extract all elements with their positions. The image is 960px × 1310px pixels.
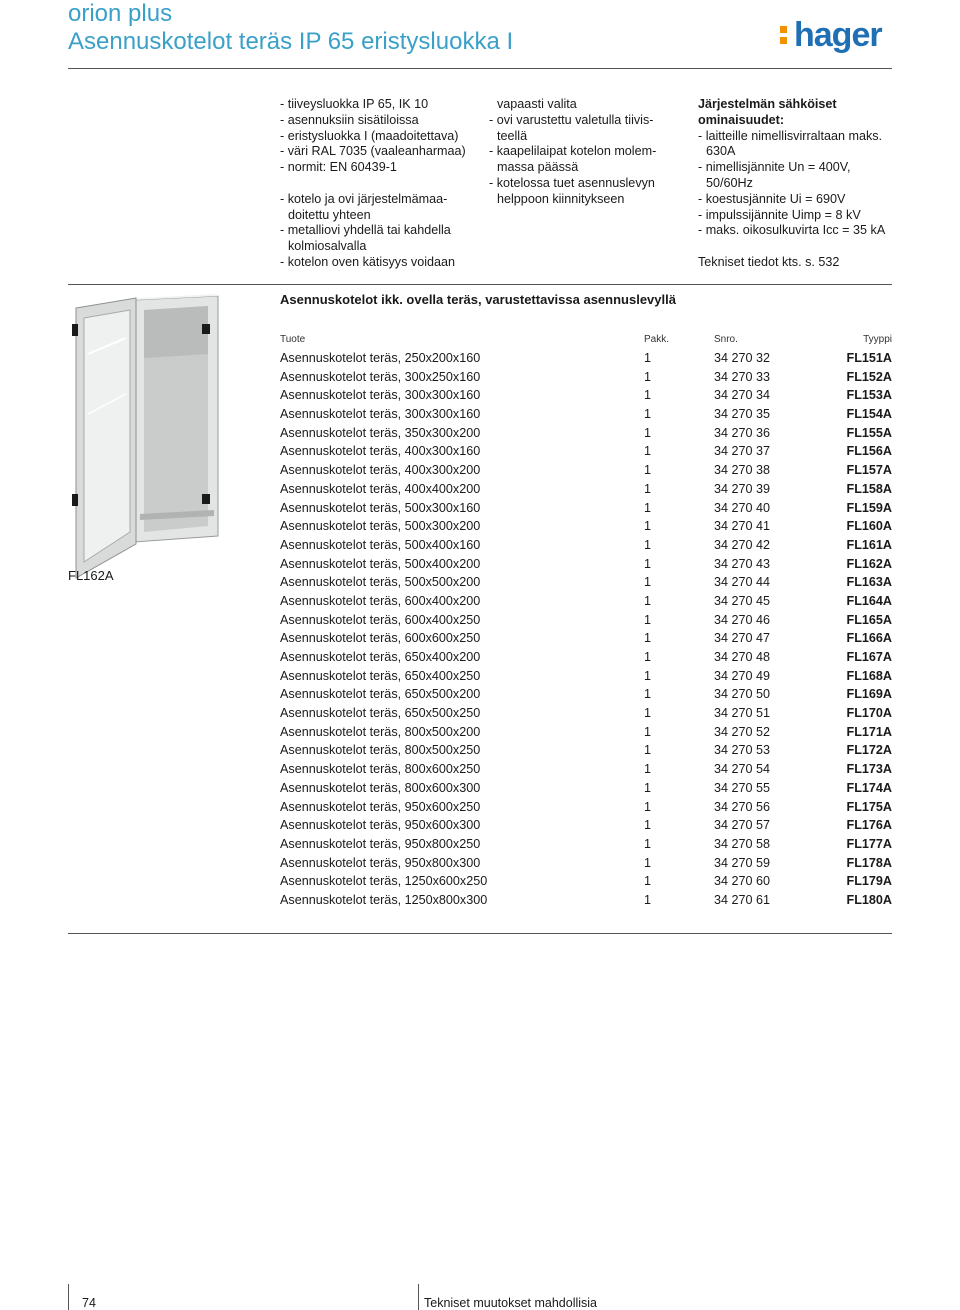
table-row: [280, 368, 892, 387]
page-title-series: orion plus: [68, 0, 173, 27]
table-header: [280, 334, 892, 347]
order-number: 34 270 45: [714, 593, 771, 608]
table-row: [280, 424, 892, 443]
product-name: Asennuskotelot teräs, 350x300x200: [280, 425, 481, 440]
pack-quantity: 1: [644, 743, 652, 758]
product-name: Asennuskotelot teräs, 400x400x200: [280, 481, 481, 496]
table-row: [280, 798, 892, 817]
specs-heading: ominaisuudet:: [698, 112, 785, 127]
pack-quantity: 1: [644, 855, 652, 870]
product-name: Asennuskotelot teräs, 1250x800x300: [280, 892, 488, 907]
type-code: FL158A: [846, 481, 892, 496]
table-row: [280, 499, 892, 518]
product-name: Asennuskotelot teräs, 950x600x250: [280, 799, 481, 814]
pack-quantity: 1: [644, 444, 652, 459]
feature-line: - normit: EN 60439-1: [280, 160, 397, 175]
logo-mark: [780, 26, 787, 33]
pack-quantity: 1: [644, 351, 652, 365]
type-code: FL173A: [846, 762, 892, 777]
enclosure-product-image: [68, 294, 220, 584]
product-name: Asennuskotelot teräs, 400x300x200: [280, 463, 481, 478]
feature-line: - ovi varustettu valetulla tiivis-: [489, 112, 654, 127]
product-name: Asennuskotelot teräs, 950x800x300: [280, 855, 481, 870]
product-name: Asennuskotelot teräs, 1250x600x250: [280, 874, 488, 889]
type-code: FL180A: [846, 892, 892, 907]
pack-quantity: 1: [644, 612, 652, 627]
column-header-pack: Pakk.: [644, 334, 670, 345]
type-code: FL170A: [846, 706, 892, 721]
order-number: 34 270 47: [714, 631, 771, 646]
order-number: 34 270 32: [714, 351, 771, 365]
type-code: FL163A: [846, 575, 892, 590]
table-row: [280, 723, 892, 742]
page-number: 74: [82, 1296, 96, 1310]
product-name: Asennuskotelot teräs, 600x400x250: [280, 612, 481, 627]
order-number: 34 270 60: [714, 874, 771, 889]
pack-quantity: 1: [644, 818, 652, 833]
order-number: 34 270 37: [714, 444, 771, 459]
spec-line: 50/60Hz: [706, 175, 753, 190]
table-row: [280, 629, 892, 648]
product-name: Asennuskotelot teräs, 500x300x160: [280, 500, 481, 515]
type-code: FL179A: [846, 874, 892, 889]
order-number: 34 270 46: [714, 612, 771, 627]
type-code: FL169A: [846, 687, 892, 702]
type-code: FL164A: [846, 593, 892, 608]
table-row: [280, 872, 892, 891]
product-name: Asennuskotelot teräs, 800x500x250: [280, 743, 481, 758]
pack-quantity: 1: [644, 556, 652, 571]
logo-mark: [780, 37, 787, 44]
type-code: FL177A: [846, 836, 892, 851]
order-number: 34 270 51: [714, 706, 771, 721]
pack-quantity: 1: [644, 724, 652, 739]
pack-quantity: 1: [644, 481, 652, 496]
order-number: 34 270 42: [714, 537, 771, 552]
product-name: Asennuskotelot teräs, 650x400x200: [280, 650, 481, 664]
type-code: FL167A: [846, 650, 892, 664]
type-code: FL178A: [846, 855, 892, 870]
feature-line: - metalliovi yhdellä tai kahdella: [280, 223, 451, 238]
product-name: Asennuskotelot teräs, 500x400x200: [280, 556, 481, 571]
table-end-divider: [68, 933, 892, 934]
features-column-1: [280, 97, 466, 271]
type-code: FL166A: [846, 631, 892, 646]
order-number: 34 270 49: [714, 668, 771, 683]
order-number: 34 270 40: [714, 500, 771, 515]
footer-rule: [418, 1284, 419, 1310]
table-row: [280, 517, 892, 536]
product-name: Asennuskotelot teräs, 300x300x160: [280, 388, 481, 403]
spec-line: - maks. oikosulkuvirta Icc = 35 kA: [698, 223, 886, 238]
pack-quantity: 1: [644, 537, 652, 552]
type-code: FL168A: [846, 668, 892, 683]
column-header-type: Tyyppi: [863, 334, 892, 345]
pack-quantity: 1: [644, 836, 652, 851]
type-code: FL159A: [846, 500, 892, 515]
table-row: [280, 685, 892, 704]
feature-line: - tiiveysluokka IP 65, IK 10: [280, 97, 429, 111]
product-name: Asennuskotelot teräs, 950x800x250: [280, 836, 481, 851]
product-name: Asennuskotelot teräs, 600x600x250: [280, 631, 481, 646]
table-row: [280, 760, 892, 779]
type-code: FL176A: [846, 818, 892, 833]
type-code: FL157A: [846, 463, 892, 478]
feature-line: - väri RAL 7035 (vaaleanharmaa): [280, 144, 466, 159]
pack-quantity: 1: [644, 706, 652, 721]
type-code: FL162A: [846, 556, 892, 571]
product-table: [280, 349, 892, 910]
table-row: [280, 592, 892, 611]
pack-quantity: 1: [644, 631, 652, 646]
order-number: 34 270 38: [714, 463, 771, 478]
pack-quantity: 1: [644, 650, 652, 664]
table-row: [280, 741, 892, 760]
type-code: FL155A: [846, 425, 892, 440]
pack-quantity: 1: [644, 500, 652, 515]
product-name: Asennuskotelot teräs, 300x300x160: [280, 407, 481, 422]
table-row: [280, 555, 892, 574]
spec-line: - koestusjännite Ui = 690V: [698, 191, 846, 206]
table-row: [280, 611, 892, 630]
feature-line: helppoon kiinnitykseen: [497, 191, 625, 206]
order-number: 34 270 58: [714, 836, 771, 851]
feature-line: - kotelo ja ovi järjestelmämaa-: [280, 191, 448, 206]
product-name: Asennuskotelot teräs, 650x400x250: [280, 668, 481, 683]
order-number: 34 270 59: [714, 855, 771, 870]
pack-quantity: 1: [644, 369, 652, 384]
product-name: Asennuskotelot teräs, 400x300x160: [280, 444, 481, 459]
spec-line: - laitteille nimellisvirraltaan maks.: [698, 128, 883, 143]
table-row: [280, 461, 892, 480]
pack-quantity: 1: [644, 762, 652, 777]
order-number: 34 270 36: [714, 425, 771, 440]
electrical-specs-column: [698, 97, 885, 271]
pack-quantity: 1: [644, 593, 652, 608]
table-row: [280, 536, 892, 555]
order-number: 34 270 57: [714, 818, 771, 833]
product-name: Asennuskotelot teräs, 250x200x160: [280, 351, 481, 365]
order-number: 34 270 56: [714, 799, 771, 814]
logo-text: hager: [794, 16, 882, 54]
pack-quantity: 1: [644, 780, 652, 795]
product-name: Asennuskotelot teräs, 800x600x300: [280, 780, 481, 795]
table-row: [280, 648, 892, 667]
product-name: Asennuskotelot teräs, 600x400x200: [280, 593, 481, 608]
type-code: FL154A: [846, 407, 892, 422]
table-row: [280, 573, 892, 592]
pack-quantity: 1: [644, 407, 652, 422]
pack-quantity: 1: [644, 463, 652, 478]
table-row: [280, 480, 892, 499]
type-code: FL172A: [846, 743, 892, 758]
table-row: [280, 835, 892, 854]
table-row: [280, 667, 892, 686]
product-name: Asennuskotelot teräs, 500x300x200: [280, 519, 481, 534]
type-code: FL156A: [846, 444, 892, 459]
table-row: [280, 891, 892, 910]
product-name: Asennuskotelot teräs, 500x400x160: [280, 537, 481, 552]
order-number: 34 270 35: [714, 407, 771, 422]
section-title: Asennuskotelot ikk. ovella teräs, varustettavissa asennuslevyllä: [280, 292, 676, 307]
type-code: FL165A: [846, 612, 892, 627]
specs-heading: Järjestelmän sähköiset: [698, 97, 837, 111]
product-name: Asennuskotelot teräs, 300x250x160: [280, 369, 481, 384]
order-number: 34 270 55: [714, 780, 771, 795]
header-divider: [68, 68, 892, 69]
image-caption: FL162A: [68, 568, 114, 583]
order-number: 34 270 50: [714, 687, 771, 702]
features-column-2: [489, 97, 656, 208]
order-number: 34 270 61: [714, 892, 771, 907]
pack-quantity: 1: [644, 425, 652, 440]
type-code: FL152A: [846, 369, 892, 384]
type-code: FL174A: [846, 780, 892, 795]
type-code: FL171A: [846, 724, 892, 739]
table-row: [280, 704, 892, 723]
column-header-order-number: Snro.: [714, 334, 738, 345]
spec-reference: Tekniset tiedot kts. s. 532: [698, 254, 840, 269]
feature-line: kolmiosalvalla: [288, 239, 367, 254]
pack-quantity: 1: [644, 892, 652, 907]
footer-note: Tekniset muutokset mahdollisia: [424, 1296, 597, 1310]
table-row: [280, 854, 892, 873]
feature-line: teellä: [497, 128, 528, 143]
pack-quantity: 1: [644, 874, 652, 889]
product-name: Asennuskotelot teräs, 650x500x250: [280, 706, 481, 721]
type-code: FL153A: [846, 388, 892, 403]
table-row: [280, 779, 892, 798]
feature-line: - kotelon oven kätisyys voidaan: [280, 254, 456, 269]
feature-line: - asennuksiin sisätiloissa: [280, 112, 419, 127]
hager-logo: [772, 16, 882, 60]
product-name: Asennuskotelot teräs, 800x600x250: [280, 762, 481, 777]
pack-quantity: 1: [644, 519, 652, 534]
spec-line: - impulssijännite Uimp = 8 kV: [698, 207, 861, 222]
feature-line: - kaapelilaipat kotelon molem-: [489, 144, 657, 159]
pack-quantity: 1: [644, 799, 652, 814]
order-number: 34 270 41: [714, 519, 771, 534]
pack-quantity: 1: [644, 687, 652, 702]
order-number: 34 270 52: [714, 724, 771, 739]
table-row: [280, 442, 892, 461]
type-code: FL160A: [846, 519, 892, 534]
spec-line: 630A: [706, 144, 736, 159]
order-number: 34 270 48: [714, 650, 771, 664]
pack-quantity: 1: [644, 388, 652, 403]
column-header-product: Tuote: [280, 334, 306, 345]
product-name: Asennuskotelot teräs, 950x600x300: [280, 818, 481, 833]
pack-quantity: 1: [644, 575, 652, 590]
table-row: [280, 816, 892, 835]
footer-rule: [68, 1284, 69, 1310]
order-number: 34 270 34: [714, 388, 771, 403]
order-number: 34 270 53: [714, 743, 771, 758]
table-row: [280, 349, 892, 368]
page-title: Asennuskotelot teräs IP 65 eristysluokka I: [68, 28, 514, 55]
feature-line: vapaasti valita: [497, 97, 577, 111]
feature-line: doitettu yhteen: [288, 207, 371, 222]
type-code: FL151A: [846, 351, 892, 365]
order-number: 34 270 44: [714, 575, 771, 590]
feature-line: - eristysluokka I (maadoitettava): [280, 128, 459, 143]
order-number: 34 270 39: [714, 481, 771, 496]
table-row: [280, 405, 892, 424]
type-code: FL161A: [846, 537, 892, 552]
order-number: 34 270 43: [714, 556, 771, 571]
type-code: FL175A: [846, 799, 892, 814]
product-name: Asennuskotelot teräs, 650x500x200: [280, 687, 481, 702]
spec-line: - nimellisjännite Un = 400V,: [698, 160, 851, 175]
table-row: [280, 386, 892, 405]
product-name: Asennuskotelot teräs, 800x500x200: [280, 724, 481, 739]
product-name: Asennuskotelot teräs, 500x500x200: [280, 575, 481, 590]
pack-quantity: 1: [644, 668, 652, 683]
feature-line: massa päässä: [497, 160, 579, 175]
order-number: 34 270 33: [714, 369, 771, 384]
feature-line: - kotelossa tuet asennuslevyn: [489, 175, 655, 190]
order-number: 34 270 54: [714, 762, 771, 777]
section-divider: [68, 284, 892, 285]
